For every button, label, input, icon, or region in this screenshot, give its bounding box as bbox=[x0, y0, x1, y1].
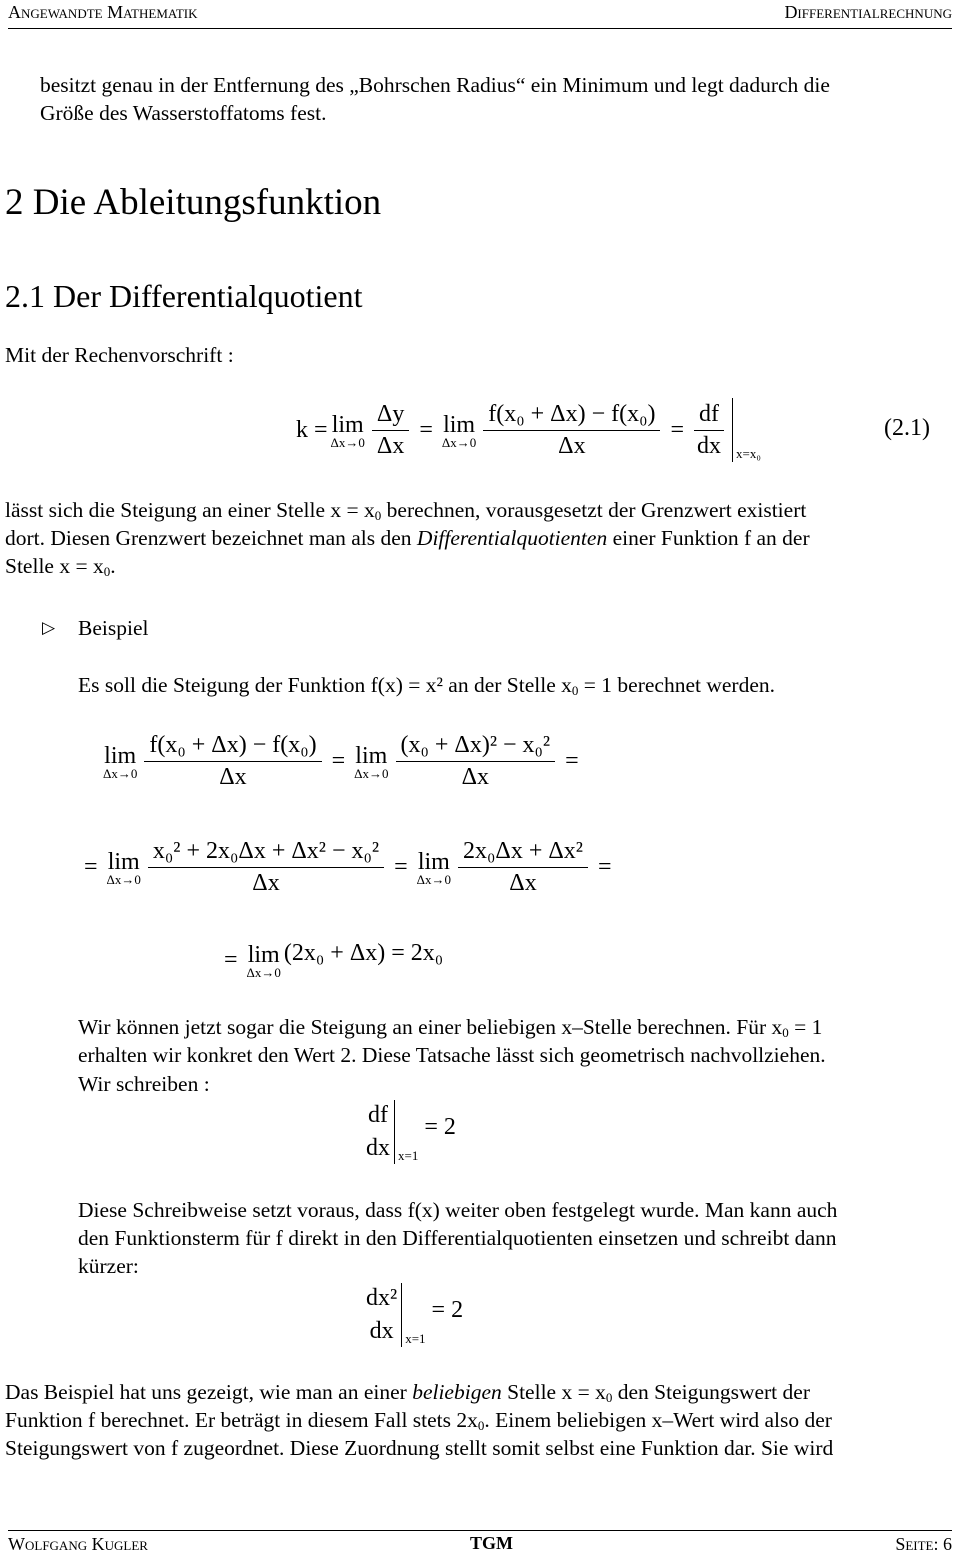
equation-2-1: k = lim Δx→0 $\frac{\Delta y}{\Delta x}$ = lim Δx→0 $\frac{\text{f(x₀ + Δx) − f(x₀)}}{\Delta x}$ = $\frac{df}{dx}$ x=x₀ bbox=[296, 398, 761, 462]
para1-line-2: dort. Diesen Grenzwert bezeichnet man als den Differentialquotienten einer Funktion f an der bbox=[5, 526, 810, 550]
fraction-df-dx: $\frac{df}{dx}$ bbox=[694, 401, 724, 460]
para2-line-1: Wir können jetzt sogar die Steigung an einer beliebigen x–Stelle berechnen. Für $x_0 = 1$ bbox=[78, 1015, 823, 1040]
footer-page: Seite: 6 bbox=[895, 1534, 952, 1554]
beispiel-label: Beispiel bbox=[78, 616, 149, 640]
para4-line-3: Steigungswert von f zugeordnet. Diese Zuordnung stellt somit selbst eine Funktion dar. Sie wird bbox=[5, 1436, 834, 1460]
eq-k: k = bbox=[296, 416, 328, 443]
para2-line-2: erhalten wir konkret den Wert 2. Diese Tatsache lässt sich geometrisch nachvollziehen. bbox=[78, 1043, 826, 1067]
beispiel-text: Es soll die Steigung der Funktion f(x) = x² an der Stelle $x_0 = 1$ berechnet werden. bbox=[78, 673, 775, 698]
equation-label: (2.1) bbox=[884, 415, 930, 441]
para4-line-1: Das Beispiel hat uns gezeigt, wie man an einer beliebigen Stelle $x = x_0$ den Steigungswert der bbox=[5, 1380, 810, 1405]
calc-row-2: = lim Δx→0 $\frac{\text{x₀² + 2x₀Δx + Δx² − x₀²}}{\Delta x}$ = lim Δx→0 $\frac{\text{2x₀Δx + Δx²}}{\Delta x}$ = bbox=[84, 838, 612, 896]
chapter-heading: 2 Die Ableitungsfunktion bbox=[5, 182, 382, 223]
equation-df-dx: df dx x=1 = 2 bbox=[366, 1102, 456, 1163]
footer-author: Wolfgang Kugler bbox=[8, 1534, 148, 1554]
calc-row-1: lim Δx→0 $\frac{\text{f(x₀ + Δx) − f(x₀)}}{\Delta x}$ = lim Δx→0 $\frac{\text{(x₀ + Δx)² − x₀²}}{\Delta x}$ = bbox=[103, 732, 579, 790]
footer-school: TGM bbox=[470, 1533, 513, 1553]
footer-rule bbox=[8, 1530, 952, 1531]
section-heading: 2.1 Der Differentialquotient bbox=[5, 278, 363, 314]
header-rule bbox=[8, 28, 952, 29]
fraction-dy-dx: $\frac{\Delta y}{\Delta x}$ bbox=[372, 401, 409, 460]
difference-quotient: $\frac{\text{f(x₀ + Δx) − f(x₀)}}{\Delta x}$ bbox=[483, 401, 660, 460]
header-left: Angewandte Mathematik bbox=[8, 2, 198, 22]
para1-line-3: Stelle $x = x_0$. bbox=[5, 554, 116, 579]
para2-line-3: Wir schreiben : bbox=[78, 1072, 210, 1096]
header-right: Differentialrechnung bbox=[784, 2, 952, 22]
para3-line-3: kürzer: bbox=[78, 1254, 139, 1278]
para3-line-2: den Funktionsterm für f direkt in den Differentialquotienten einsetzen und schreibt dann bbox=[78, 1226, 837, 1250]
triangle-marker-icon: ▷ bbox=[42, 618, 56, 637]
rechen-text: Mit der Rechenvorschrift : bbox=[5, 343, 234, 367]
evaluation-bar: x=x₀ bbox=[732, 398, 761, 462]
equation-dx2-dx: dx² dx x=1 = 2 bbox=[366, 1285, 464, 1346]
para4-line-2: Funktion f berechnet. Er beträgt in diesem Fall stets $2x_0$. Einem beliebigen x–Wert wird also der bbox=[5, 1408, 832, 1433]
limit: lim Δx→0 bbox=[441, 411, 477, 450]
para3-line-1: Diese Schreibweise setzt voraus, dass f(x) weiter oben festgelegt wurde. Man kann auch bbox=[78, 1198, 838, 1222]
limit: lim Δx→0 bbox=[330, 411, 365, 450]
para1-line-1: lässt sich die Steigung an einer Stelle $x = x_0$ berechnen, vorausgesetzt der Grenzwert existiert bbox=[5, 498, 807, 523]
intro-line-1: besitzt genau in der Entfernung des „Bohrschen Radius“ ein Minimum und legt dadurch die bbox=[40, 73, 830, 97]
calc-row-3: = lim Δx→0 (2x₀ + Δx) = 2x₀ bbox=[224, 940, 444, 980]
intro-line-2: Größe des Wasserstoffatoms fest. bbox=[40, 101, 327, 125]
